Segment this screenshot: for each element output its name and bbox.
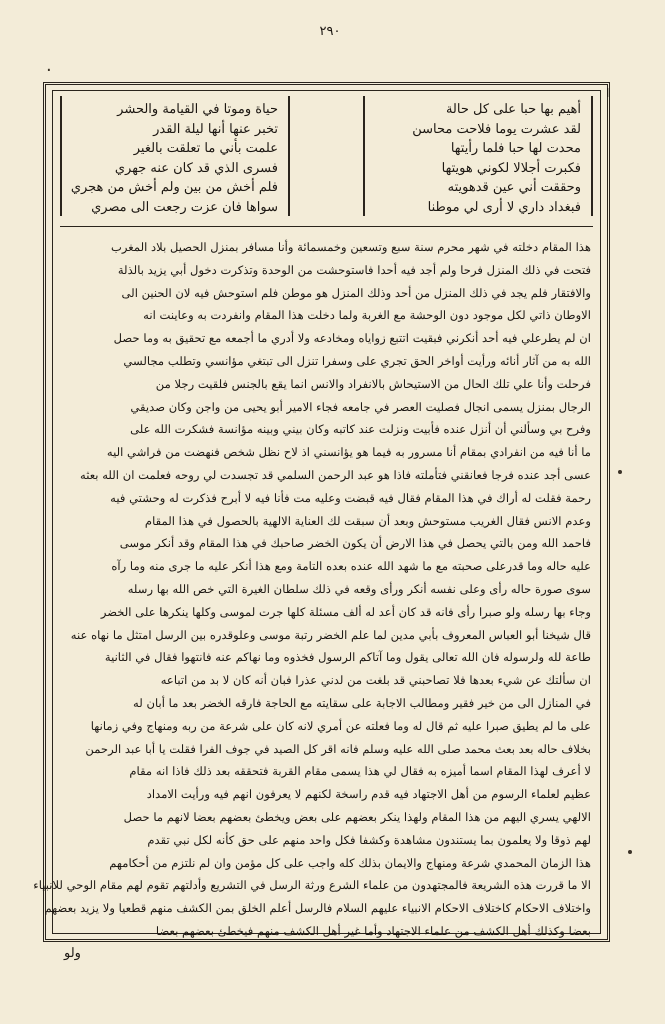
poem-block <box>60 96 593 222</box>
text-line: ما أنا فيه من انفرادي بمقام أنا مسرور به فيما هو يؤانسني اذ لاح نظل شخص فنهضت من فراشي اليه <box>106 445 591 460</box>
text-line: فتحت في ذلك المنزل فرحا ولم أجد فيه أحدا فاستوحشت من الوحدة وتذكرت دخول أبي يزيد بالذلة <box>117 262 591 277</box>
poem-verse: محدت لها حبا فلما رأيتها <box>450 141 581 157</box>
poem-verse: فلم أخش من بين ولم أخش من هجري <box>70 180 278 196</box>
text-line: الرجال بمنزل يسمى انجال فصليت العصر في جامعه فجاء الامير أبو يحيى من واجن وكان صديقي <box>130 399 591 414</box>
poem-verse: أهيم بها حبا على كل حالة <box>445 102 581 117</box>
text-line: وفرح بي وسألني أن أنزل عنده فأبيت ونزلت عند كاتبه وكان بيني وبينه مؤانسة فشكرت الله على <box>130 422 591 437</box>
text-line: لهم ذوقا ولا يعلمون بما يستندون مشاهدة وكشفا فكل واحد منهم على حق كأنه لكل نبي تقدم <box>147 832 591 847</box>
page-number: ٢٩٠ <box>319 24 341 39</box>
body-text <box>33 236 591 938</box>
margin-ornament: · <box>46 60 52 81</box>
text-line: عليه حاله وما قدرعلى صحبته مع ما شهد الله عنده بعده التامة ومع هذا أنكر عليه ما جرى منه وما رآه <box>111 559 591 574</box>
text-line: رحمة فقلت له أراك في هذا المقام فقال فيه قبضت وعليه مت فأنا فيه لا أبرح فذكرت له وحشتي فيه <box>110 490 591 505</box>
poem-verse: وحققت أني عين قدهويته <box>447 180 581 196</box>
poem-verse: فكبرت أجلالا لكوني هويتها <box>441 160 581 176</box>
text-line: الا ما قررت هذه الشريعة فالمجتهدون من علماء الشرع ورثة الرسل في التشريع وأدلتهم تقوم لهم مقام الوحي للانبياء <box>33 878 591 893</box>
text-line: والافتقار فلم يجد في ذلك المنزل من أحد وذلك المنزل هو موطن فلم استوحش فيه لان الحنين الى <box>121 285 591 300</box>
corner-mark: ا <box>606 86 610 100</box>
text-line: طاعة لله ولرسوله فان الله تعالى يقول وما آتاكم الرسول فخذوه وما نهاكم عنه فانتهوا فقال في الثانية <box>104 650 591 665</box>
text-line: ان لم يطرعلي فيه أحد أنكرني فبقيت اتتبع زواياه ومخادعه ولا أدري ما أجمعه مع تحقيق به وما حصل <box>113 331 591 346</box>
text-line: واختلاف الاحكام كاختلاف الاحكام الانبياء عليهم السلام فالرسل أعلم الخلق بمن الكشف منهم قطعيا ولا يزيد بعضهم <box>44 901 591 916</box>
margin-mark <box>618 470 622 474</box>
catchword: ولو <box>64 946 81 961</box>
poem-verse: حياة وموتا في القيامة والحشر <box>117 102 278 117</box>
text-line: ان سألتك عن شيء بعدها فلا تصاحبني قد بلغت من لدني عذرا فبان أنه كان لا بد من اتباعه <box>160 673 591 688</box>
poem-verse: فبغداد داري لا أرى لي موطنا <box>427 199 581 215</box>
text-line: على ما لم يطيق صبرا عليه ثم قال له وما فعلته عن أمري لانه كان على شرعة من ربه ومنهاج وفي زمانها <box>90 718 591 733</box>
margin-mark <box>628 850 632 854</box>
poem-verse: تخبر عنها أنها ليلة القدر <box>153 121 278 137</box>
section-divider <box>60 226 593 227</box>
text-line: لا أعرف لهذا المقام اسما أميزه به فقال لي هذا يسمى مقام القربة فتحققه بعد ذلك فاذا انه مقام <box>129 764 591 779</box>
text-line: وعدم الانس فقال الغريب مستوحش وبعد أن سبقت لك العناية الالهية بالحصول في هذا المقام <box>144 513 591 528</box>
text-line: الالهي يسري اليهم من هذا المقام ولهذا ينكر بعضهم على بعض ويخطئ بعضهم بعضا لانهم ما حصل <box>123 809 591 824</box>
text-line: في المنازل الى من خير فقير ومطالب الاجابة على سقايته مع الحاجة فارقه الخضر بعد ما أبان له <box>133 695 591 710</box>
poem-verse: علمت بأني ما تعلقت بالغير <box>133 141 278 157</box>
text-line: عسى أجد عنده فرجا فعانقني فتأملته فاذا هو عبد الرحمن السلمي قد تجسدت لي روحه فعلمت ان الله بعثه <box>79 467 591 482</box>
text-line: فرحلت وأنا علي تلك الحال من الاستيحاش بالانفراد والانس انما يقع بالجنس فلقيت رجلا من <box>155 376 591 391</box>
poem-verse: فسرى الذي قد كان عنه جهري <box>114 160 278 176</box>
poem-verse: لقد عشرت يوما فلاحت محاسن <box>412 121 581 137</box>
text-line: بخلاف حاله بعد بعث محمد صلى الله عليه وسلم فانه اقر كل الصيد في جوف الفرا فقلت يا أبا عبد الرحمن <box>85 741 591 756</box>
text-line: سوى صورة حاله رأى وعلى نفسه أنكر ورأى وقعه في ذلك سلطان الغيرة التي خص الله بها رسله <box>127 581 591 596</box>
text-line: فاحمد الله ومن بالتي يحصل في هذا الارض أن يكون الخضر صاحبك في هذا المقام وقد أنكر موسى <box>119 536 591 551</box>
poem-right-column <box>363 96 593 216</box>
text-line: وجاء بها رسله ولو صبرا رأى فانه قد كان أعد له ألف مسئلة كلها جرت لموسى وكلها ينكرها على الخضر <box>100 604 591 619</box>
text-line: بعضا وكذلك أهل الكشف من علماء الاجتهاد وأما غير أهل الكشف منهم فيخطئ بعضهم بعضا <box>155 923 591 938</box>
text-line: هذا الزمان المحمدي شرعة ومنهاج والايمان بذلك كله واجب على كل مؤمن وان لم نلتزم من أحكامهم <box>109 855 591 870</box>
text-line: الله به من آثار أنائه ورأيت أواخر الحق تجري على وسفرا تنزل الى تبتغي مؤانسي وتطلب مجالسي <box>123 353 591 368</box>
text-line: الاوطان ذاتي لكل موجود دون الوحشة مع الغربة ولما دخلت هذا المقام وانفردت به وعاينت انه <box>143 308 591 323</box>
poem-verse: سواها فان عزت رجعت الى مصري <box>91 199 278 215</box>
poem-left-column <box>60 96 290 216</box>
text-line: قال شيخنا أبو العباس المعروف بأبي مدين لما علم الخضر رتبة موسى وعلوقدره بين الرسل امتثل ما نهاه عنه <box>70 627 591 642</box>
text-line: عظيم لعلماء الرسوم من أهل الاجتهاد فيه قدم راسخة لكنهم لا يعرفون انهم فيه ورأيت الامداد <box>146 787 591 802</box>
text-line: هذا المقام دخلته في شهر محرم سنة سبع وتسعين وخمسمائة وأنا مسافر بمنزل الحصيل بلاد المغرب <box>110 240 591 254</box>
